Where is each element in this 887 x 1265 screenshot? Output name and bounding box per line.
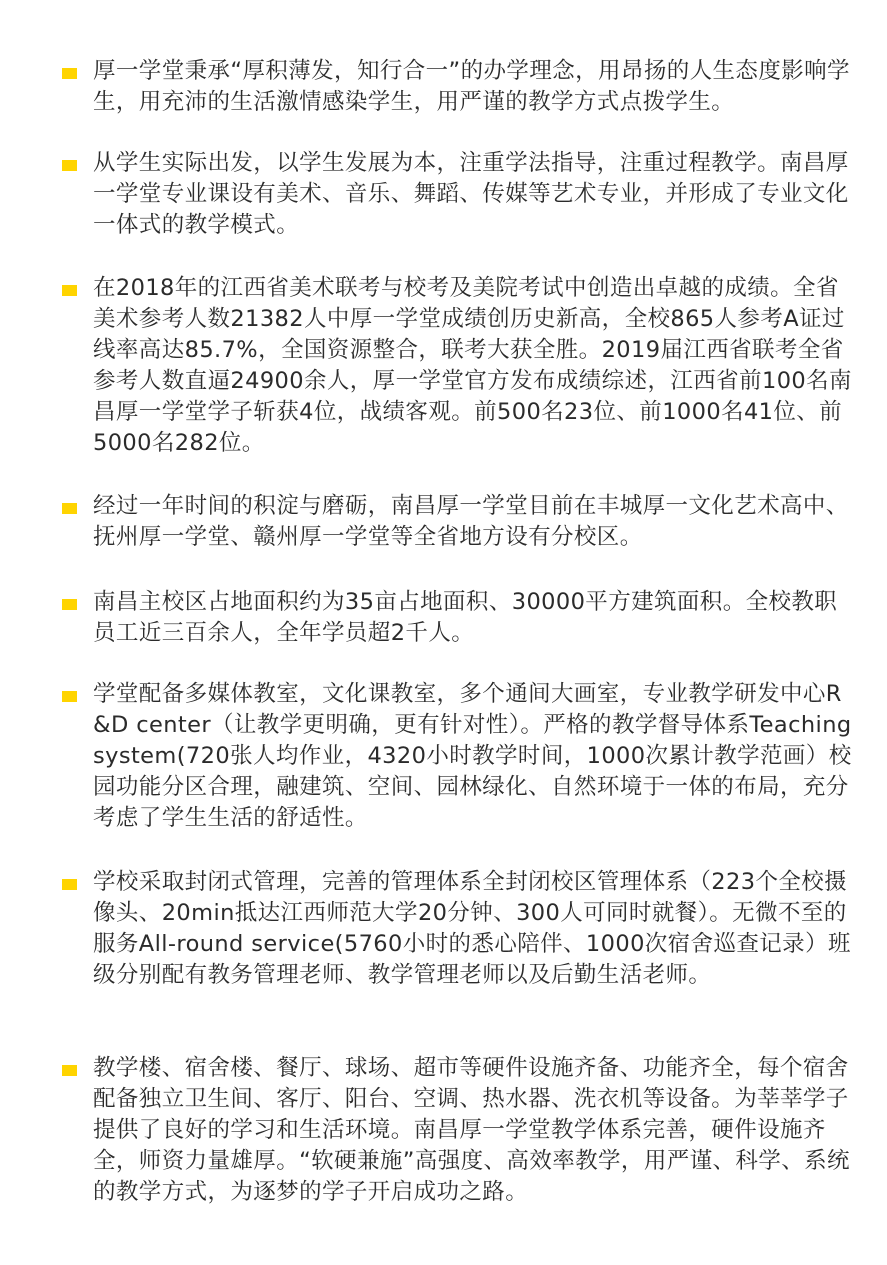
bullet-square-icon xyxy=(62,599,77,610)
paragraph-teaching-philosophy: 厚一学堂秉承“厚积薄发，知行合一”的办学理念，用昂扬的人生态度影响学生，用充沛的生活激情感染学生，用严谨的教学方式点拨学生。 xyxy=(93,58,850,115)
bullet-square-icon xyxy=(62,503,77,514)
paragraph-exam-results: 在2018年的江西省美术联考与校考及美院考试中创造出卓越的成绩。全省美术参考人数21382人中厚一学堂成绩创历史新高，全校865人参考A证过线率高达85.7%，全国资源整合，联考大获全胜。2019届江西省联考全省参考人数直逼24900余人，厚一学堂官方发布成绩综述，江西省前100名南昌厚一学堂学子斩获4位，战绩客观。前500名23位、前1000名41位、前5000名282位。 xyxy=(93,275,852,456)
bullet-square-icon xyxy=(62,691,77,702)
paragraph-teaching-model: 从学生实际出发，以学生发展为本，注重学法指导，注重过程教学。南昌厚一学堂专业课设有美术、音乐、舞蹈、传媒等艺术专业，并形成了专业文化一体式的教学模式。 xyxy=(93,150,849,238)
bullet-square-icon xyxy=(62,1065,77,1076)
paragraph-facilities: 学堂配备多媒体教室，文化课教室，多个通间大画室，专业教学研发中心R&D center（让教学更明确，更有针对性）。严格的教学督导体系Teaching system(720张人均作业，4320小时教学时间，1000次累计教学范画）校园功能分区合理，融建筑、空间、园林绿化、自然环境于一体的布局，充分考虑了学生生活的舒适性。 xyxy=(93,681,852,831)
paragraph-environment: 教学楼、宿舍楼、餐厅、球场、超市等硬件设施齐备、功能齐全，每个宿舍配备独立卫生间、客厅、阳台、空调、热水器、洗衣机等设备。为莘莘学子提供了良好的学习和生活环境。南昌厚一学堂教学体系完善，硬件设施齐全，师资力量雄厚。“软硬兼施”高强度、高效率教学，用严谨、科学、系统的教学方式，为逐梦的学子开启成功之路。 xyxy=(93,1055,850,1205)
bullet-square-icon xyxy=(62,879,77,890)
bullet-square-icon xyxy=(62,68,77,79)
paragraph-branch-campuses: 经过一年时间的积淀与磨砺，南昌厚一学堂目前在丰城厚一文化艺术高中、抚州厚一学堂、赣州厚一学堂等全省地方设有分校区。 xyxy=(93,493,849,550)
paragraph-management: 学校采取封闭式管理，完善的管理体系全封闭校区管理体系（223个全校摄像头、20min抵达江西师范大学20分钟、300人可同时就餐）。无微不至的服务All-round service(5760小时的悉心陪伴、1000次宿舍巡查记录）班级分别配有教务管理老师、教学管理老师以及后勤生活老师。 xyxy=(93,869,851,988)
bullet-square-icon xyxy=(62,160,77,171)
bullet-square-icon xyxy=(62,285,77,296)
paragraph-main-campus: 南昌主校区占地面积约为35亩占地面积、30000平方建筑面积。全校教职员工近三百余人，全年学员超2千人。 xyxy=(93,589,838,646)
